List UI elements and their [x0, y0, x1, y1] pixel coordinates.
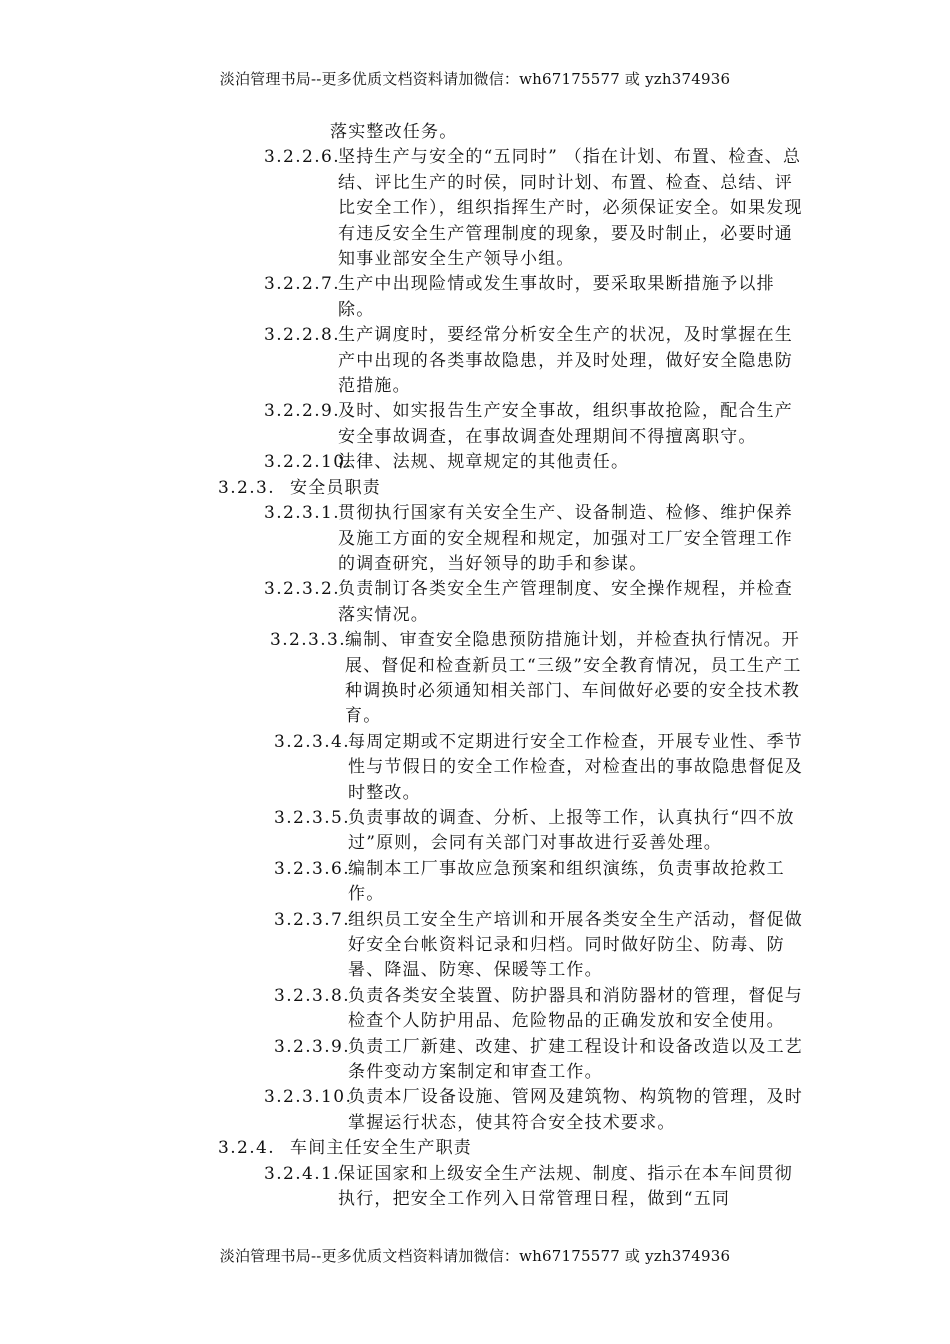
- clause-text: 组织员工安全生产培训和开展各类安全生产活动，督促做好安全台帐资料记录和归档。同时做好防尘、防毒、防暑、降温、防寒、保暖等工作。: [348, 909, 803, 981]
- clause-3-2-3-1: [0, 501, 950, 577]
- clause-text: 保证国家和上级安全生产法规、制度、指示在本车间贯彻执行，把安全工作列入日常管理日程，做到“五同: [338, 1163, 793, 1210]
- page-header: 淡泊管理书局--更多优质文档资料请加微信：wh67175577 或 yzh374936: [219, 70, 731, 88]
- section-title: 安全员职责: [290, 477, 381, 498]
- clause-text: 负责事故的调查、分析、上报等工作，认真执行“四不放过”原则，会同有关部门对事故进行妥善处理。: [348, 807, 795, 854]
- section-title: 车间主任安全生产职责: [290, 1138, 472, 1159]
- clause-text: 及时、如实报告生产安全事故，组织事故抢险，配合生产安全事故调查，在事故调查处理期间不得擅离职守。: [338, 401, 793, 447]
- clause-text: 生产调度时，要经常分析安全生产的状况，及时掌握在生产中出现的各类事故隐患，并及时处理，做好安全隐患防范措施。: [338, 325, 793, 397]
- clause-number: 3.2.2.8.: [264, 325, 341, 346]
- clause-text: 编制、审查安全隐患预防措施计划，并检查执行情况。开展、督促和检查新员工“三级”安全教育情况，员工生产工种调换时必须通知相关部门、车间做好必要的安全技术教育。: [345, 630, 802, 727]
- clause-text: 负责制订各类安全生产管理制度、安全操作规程，并检查落实情况。: [338, 579, 793, 625]
- section-3-2-3-heading: [0, 476, 950, 501]
- clause-number: 3.2.3.10.: [264, 1087, 353, 1108]
- clause-3-2-2-9: [0, 399, 950, 450]
- continuation-paragraph: [0, 120, 950, 145]
- section-3-2-4-heading: [0, 1136, 950, 1161]
- clause-3-2-3-5: [0, 806, 950, 857]
- clause-text: 坚持生产与安全的“五同时” （指在计划、布置、检查、总结、评比生产的时侯，同时计划、布置、检查、总结、评比安全工作），组织指挥生产时，必须保证安全。如果发现有违反安全生产管理制度的现象，要及时制止，必要时通知事业部安全生产领导小组。: [338, 147, 803, 270]
- clause-3-2-3-2: [0, 577, 950, 628]
- clause-number: 3.2.2.9.: [264, 401, 341, 422]
- clause-text: 法律、法规、规章规定的其他责任。: [338, 452, 630, 473]
- clause-3-2-2-8: [0, 323, 950, 399]
- clause-text: 每周定期或不定期进行安全工作检查，开展专业性、季节性与节假日的安全工作检查，对检查出的事故隐患督促及时整改。: [348, 731, 803, 803]
- clause-number: 3.2.4.1.: [264, 1163, 341, 1184]
- clause-number: 3.2.3.6.: [274, 858, 351, 879]
- clause-number: 3.2.3.4.: [274, 731, 351, 752]
- clause-number: 3.2.3.8.: [274, 985, 351, 1006]
- clause-number: 3.2.3.7.: [274, 909, 351, 930]
- clause-text: 负责各类安全装置、防护器具和消防器材的管理，督促与检查个人防护用品、危险物品的正确发放和安全使用。: [348, 985, 803, 1032]
- continuation-text: 落实整改任务。: [330, 122, 458, 142]
- clause-3-2-3-9: [0, 1035, 950, 1086]
- clause-number: 3.2.3.9.: [274, 1036, 351, 1057]
- section-number: 3.2.4.: [218, 1138, 276, 1159]
- clause-3-2-4-1: [0, 1162, 950, 1213]
- clause-number: 3.2.3.1.: [264, 503, 341, 524]
- clause-text: 负责工厂新建、改建、扩建工程设计和设备改造以及工艺条件变动方案制定和审查工作。: [348, 1036, 803, 1083]
- clause-number: 3.2.2.7.: [264, 274, 341, 295]
- clause-text: 贯彻执行国家有关安全生产、设备制造、检修、维护保养及施工方面的安全规程和规定，加强对工厂安全管理工作的调查研究，当好领导的助手和参谋。: [338, 503, 793, 574]
- clause-number: 3.2.2.10.: [264, 452, 353, 473]
- clause-3-2-2-6: [0, 145, 950, 272]
- clause-3-2-3-10: [0, 1085, 950, 1136]
- section-number: 3.2.3.: [218, 477, 276, 498]
- document-body: [0, 120, 950, 1212]
- clause-3-2-2-7: [0, 272, 950, 323]
- clause-number: 3.2.3.5.: [274, 807, 351, 828]
- clause-number: 3.2.2.6.: [264, 147, 341, 168]
- clause-3-2-3-4: [0, 730, 950, 806]
- clause-3-2-3-7: [0, 908, 950, 984]
- page-footer: 淡泊管理书局--更多优质文档资料请加微信：wh67175577 或 yzh374936: [219, 1247, 731, 1265]
- clause-text: 生产中出现险情或发生事故时，要采取果断措施予以排除。: [338, 274, 775, 320]
- clause-3-2-3-6: [0, 857, 950, 908]
- clause-text: 编制本工厂事故应急预案和组织演练，负责事故抢救工作。: [348, 858, 785, 905]
- clause-3-2-3-8: [0, 984, 950, 1035]
- clause-text: 负责本厂设备设施、管网及建筑物、构筑物的管理，及时掌握运行状态，使其符合安全技术要求。: [348, 1087, 803, 1133]
- clause-number: 3.2.3.3.: [270, 630, 347, 651]
- clause-3-2-2-10: [0, 450, 950, 475]
- clause-3-2-3-3: [0, 628, 950, 730]
- clause-number: 3.2.3.2.: [264, 579, 341, 600]
